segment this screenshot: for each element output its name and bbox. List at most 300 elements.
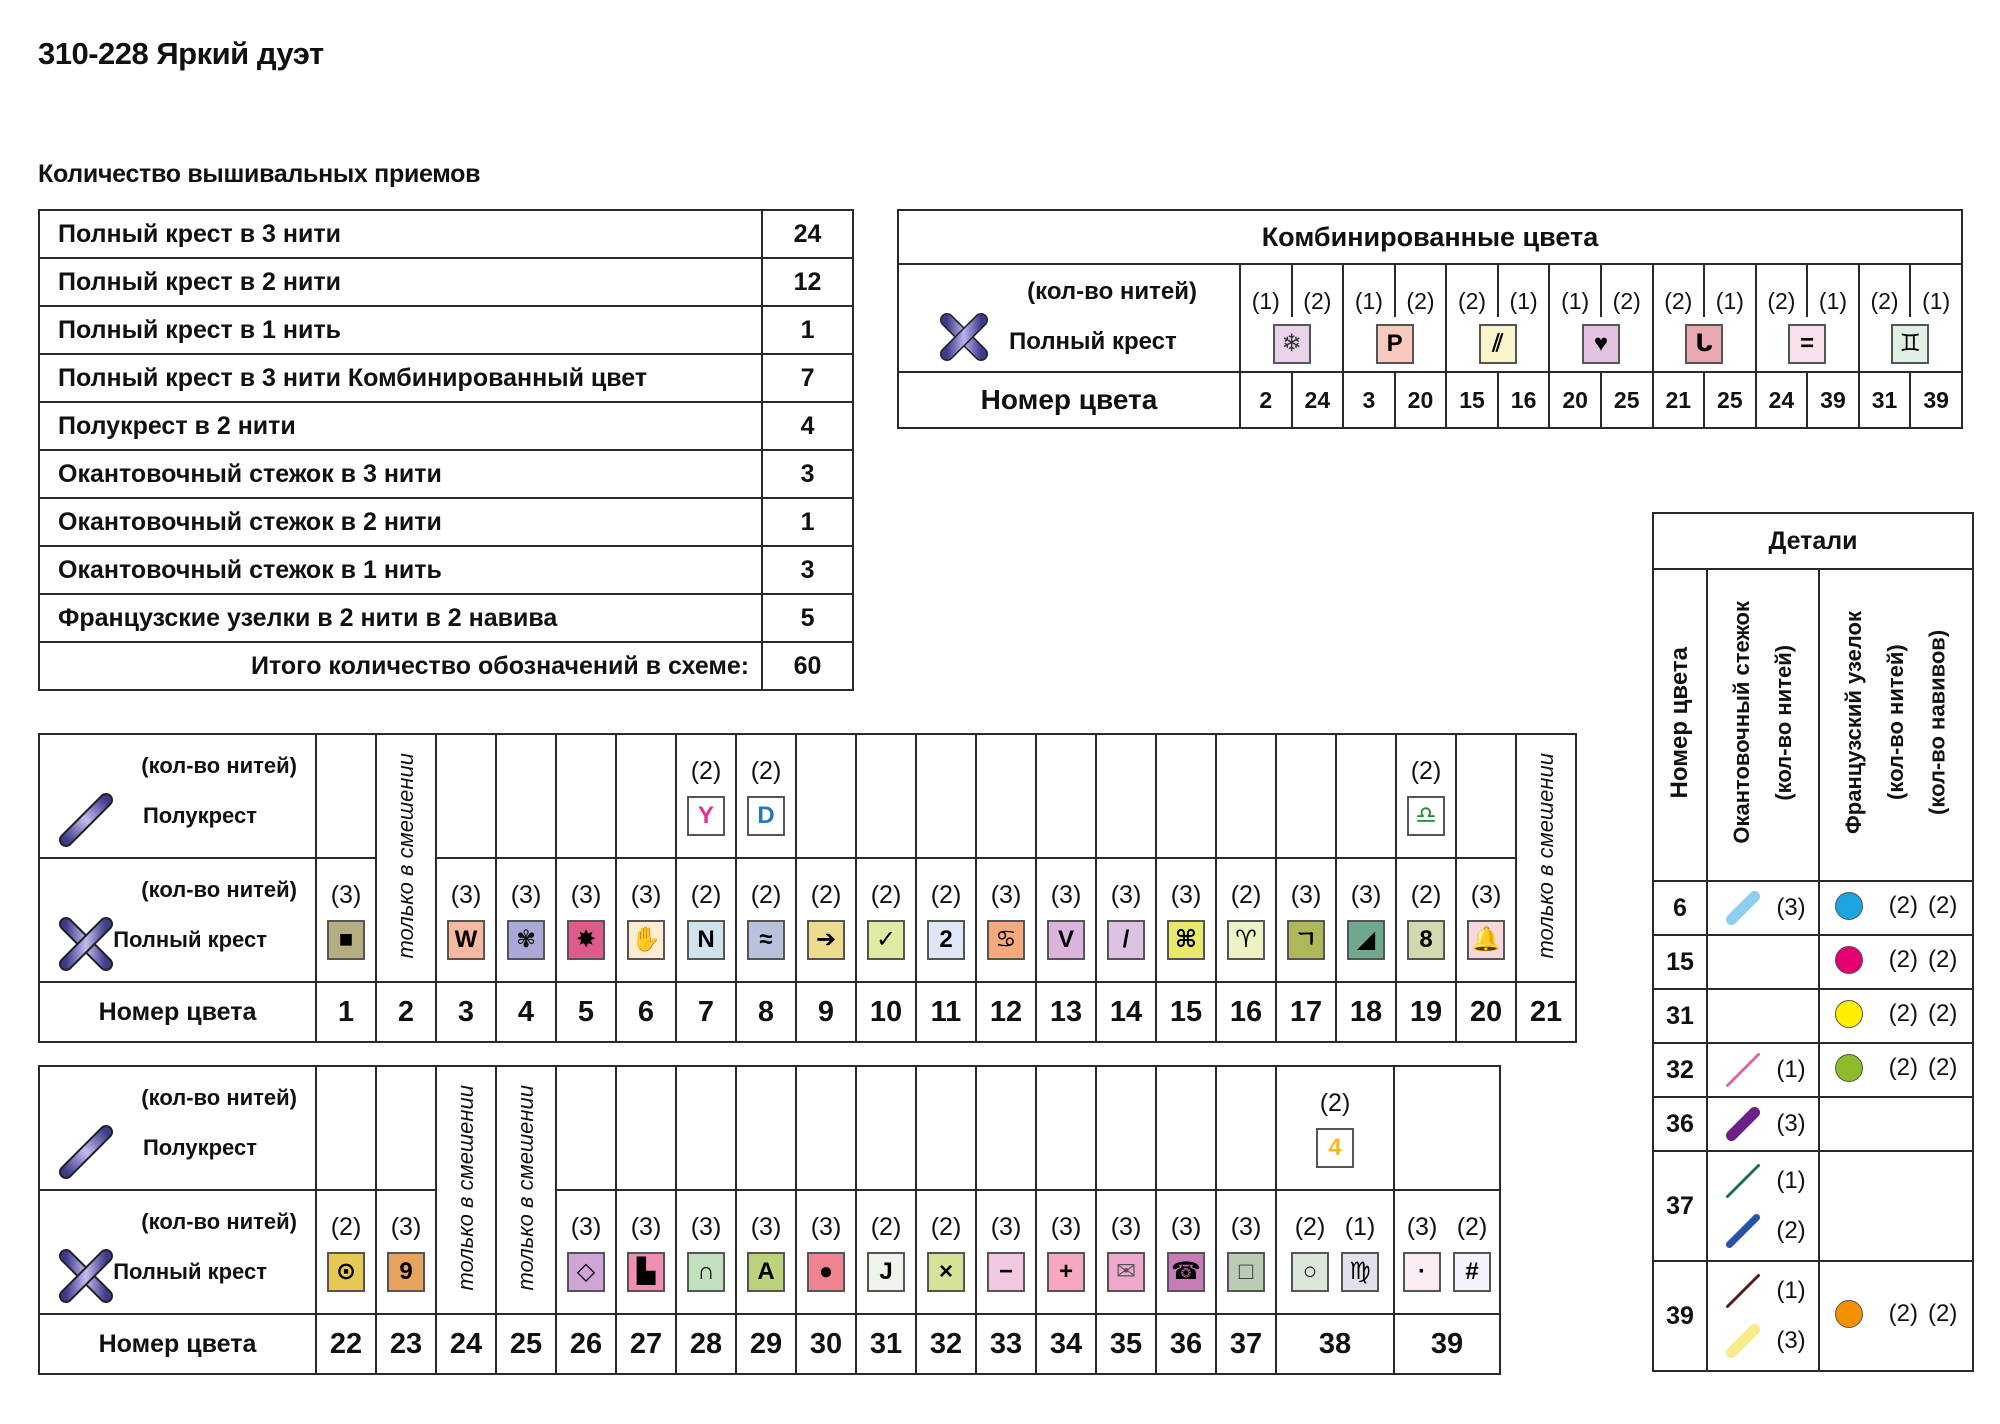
combo-color-number: 20 [1549,372,1601,428]
full-cross-symbol: ⊙ [327,1252,365,1292]
backstitch-entry [1720,1268,1805,1314]
backstitch-entry [1720,1101,1805,1147]
full-cross-symbol: ▙ [627,1252,665,1292]
summary-row-value: 3 [762,546,853,594]
knot-wrap-count: (2) [1928,1053,1958,1081]
full-thread-count: (3) [1230,1212,1262,1241]
full-cross-entry [1107,1213,1145,1292]
full-cross-cell [916,858,976,982]
full-cross-entry [927,1213,965,1292]
full-cross-symbol: ✉ [1107,1252,1145,1292]
half-cross-cell [1276,1066,1394,1190]
combo-symbol: P [1376,324,1414,364]
full-cross-entry [987,1213,1025,1292]
french-knot-icon [1835,1300,1863,1328]
full-cross-symbol: + [1047,1252,1085,1292]
details-row [1653,1043,1973,1097]
full-cross-symbol: ⌘ [1167,920,1205,960]
french-knot-icon [1835,1054,1863,1082]
color-number: 27 [616,1314,676,1374]
mix-only-cell [436,1066,496,1314]
full-thread-count: (3) [630,1212,662,1241]
full-thread-count: (1) [1344,1212,1376,1241]
half-label-cell [39,734,316,858]
backstitch-line-icon [1720,1047,1766,1093]
summary-row-label: Окантовочный стежок в 3 нити [39,450,762,498]
color-number-label: Номер цвета [39,982,316,1042]
details-row [1653,1097,1973,1151]
full-cross-entry [1291,1213,1329,1292]
color-number: 21 [1516,982,1576,1042]
full-thread-count: (3) [630,880,662,909]
half-cross-cell [1216,1066,1276,1190]
full-thread-count: (2) [930,880,962,909]
mix-only-note: только в смешении [513,1084,538,1291]
color-number: 23 [376,1314,436,1374]
summary-row [39,450,853,498]
half-cross-symbol: 4 [1316,1128,1354,1168]
details-color-number: 36 [1653,1097,1707,1151]
full-cross-cell [976,1190,1036,1314]
backstitch-thread-count: (1) [1776,1277,1806,1304]
details-color-number: 15 [1653,935,1707,989]
combo-symbol: ᒐ [1685,324,1723,364]
details-row [1653,881,1973,935]
knot-entry [1835,1054,1958,1082]
full-cross-cell [1216,858,1276,982]
summary-row-value: 5 [762,594,853,642]
half-cross-cell [376,1066,436,1190]
half-cross-cell [1096,1066,1156,1190]
summary-row-label: Французские узелки в 2 нити в 2 навива [39,594,762,642]
full-thread-count: (3) [750,1212,782,1241]
full-thread-count: (3) [390,1212,422,1241]
backstitch-entry [1720,1047,1805,1093]
half-cross-cell [796,734,856,858]
color-number: 17 [1276,982,1336,1042]
summary-row [39,546,853,594]
full-cross-entry [1341,1213,1379,1292]
knot-thread-count: (2) [1888,891,1918,919]
half-cross-cell [1456,734,1516,858]
half-label-cell [39,1066,316,1190]
half-cross-cell [1036,734,1096,858]
summary-row-label: Окантовочный стежок в 1 нить [39,546,762,594]
half-thread-count: (2) [690,756,722,785]
full-thread-count: (2) [930,1212,962,1241]
combo-symbol-cell [1756,317,1859,372]
combo-thread-count: (1) [1240,264,1292,317]
full-cross-group [1157,1213,1215,1292]
full-cross-cell [1276,1190,1394,1314]
full-cross-symbol: / [1107,920,1145,960]
combined-colors-heading: Комбинированные цвета [898,210,1962,264]
full-cross-entry [1047,1213,1085,1292]
combo-color-number: 2 [1240,372,1292,428]
combo-symbol-cell [1343,317,1446,372]
full-cross-group [917,1213,975,1292]
combo-symbol-cell [1653,317,1756,372]
color-number: 29 [736,1314,796,1374]
full-cross-cell [856,1190,916,1314]
half-cross-cell [856,1066,916,1190]
full-thread-count: (2) [690,880,722,909]
full-cross-group [617,1213,675,1292]
full-cross-cell [1216,1190,1276,1314]
thread-count-label: (кол-во нитей) [141,753,297,778]
full-cross-group [377,1213,435,1292]
full-cross-cell [1394,1190,1500,1314]
color-number: 26 [556,1314,616,1374]
full-cross-group [977,1213,1035,1292]
full-label: Полный крест [113,927,267,952]
summary-row-label: Окантовочный стежок в 2 нити [39,498,762,546]
french-knot-icon [1835,946,1863,974]
half-cross-cell [676,1066,736,1190]
full-cross-symbol: A [747,1252,785,1292]
backstitch-line-icon [1720,885,1766,931]
details-col-color-number-text: Номер цвета [1666,646,1694,799]
combo-thread-count: (2) [1653,264,1705,317]
details-color-number: 32 [1653,1043,1707,1097]
full-cross-symbol: ♍ [1341,1252,1379,1292]
color-number: 34 [1036,1314,1096,1374]
half-cross-cell [676,734,736,858]
color-number: 4 [496,982,556,1042]
backstitch-thread-count: (3) [1776,1110,1806,1137]
full-cross-cell [1036,858,1096,982]
full-thread-count: (3) [450,880,482,909]
summary-row [39,306,853,354]
details-color-number: 31 [1653,989,1707,1043]
half-cross-cell [736,734,796,858]
half-thread-count: (2) [1319,1088,1351,1117]
details-color-number: 39 [1653,1261,1707,1371]
summary-row [39,354,853,402]
full-cross-icon [939,312,989,367]
combo-color-number: 25 [1704,372,1756,428]
full-label: Полный крест [113,1259,267,1284]
full-label-cell [39,1190,316,1314]
full-cross-symbol: ≈ [747,920,785,960]
combo-thread-count: (1) [1343,264,1395,317]
backstitch-thread-count: (2) [1776,1217,1806,1244]
knot-wrap-count: (2) [1928,999,1958,1027]
half-cross-cell [436,734,496,858]
summary-row-value: 3 [762,450,853,498]
knot-entry [1835,1300,1958,1328]
full-cross-cell [1276,858,1336,982]
summary-row [39,402,853,450]
full-cross-symbol: 8 [1407,920,1445,960]
half-cross-cell [1036,1066,1096,1190]
details-knot-cell [1819,1151,1973,1261]
half-cross-cell [316,734,376,858]
summary-heading: Количество вышивальных приемов [38,160,481,188]
details-knot-cell [1819,1261,1973,1371]
summary-row-label: Полный крест в 3 нити Комбинированный цвет [39,354,762,402]
full-cross-group [677,1213,735,1292]
full-cross-cell [556,1190,616,1314]
knot-thread-count: (2) [1888,1299,1918,1327]
full-cross-cell [1456,858,1516,982]
half-cross-cell [616,1066,676,1190]
full-cross-cell [1036,1190,1096,1314]
full-cross-symbol: ㄱ [1287,920,1325,960]
full-cross-cell [736,1190,796,1314]
mix-only-note: только в смешении [1533,752,1558,959]
combo-thread-count: (2) [1756,264,1808,317]
half-cross-cell [976,734,1036,858]
mix-only-note: только в смешении [393,752,418,959]
details-col-color-number [1653,569,1707,881]
details-backstitch-cell [1707,1097,1819,1151]
combo-thread-count: (1) [1910,264,1962,317]
half-cross-cell [916,734,976,858]
combo-symbol-cell [1549,317,1652,372]
knot-wrap-count: (2) [1928,891,1958,919]
half-cross-cell [736,1066,796,1190]
full-cross-group [737,1213,795,1292]
full-cross-symbol: 2 [927,920,965,960]
full-thread-count: (3) [1350,880,1382,909]
full-cross-symbol: − [987,1252,1025,1292]
color-number: 30 [796,1314,856,1374]
details-col-knot [1819,569,1973,881]
color-key-table-2 [38,1065,1501,1375]
combo-thread-count: (1) [1807,264,1859,317]
full-cross-cell [916,1190,976,1314]
combo-color-number: 16 [1498,372,1550,428]
full-cross-symbol: ✋ [627,920,665,960]
full-cross-icon [56,1246,116,1311]
summary-row-value: 4 [762,402,853,450]
combo-thread-count: (1) [1498,264,1550,317]
full-cross-symbol: N [687,920,725,960]
summary-row-value: 1 [762,306,853,354]
combo-thread-count: (1) [1704,264,1756,317]
full-cross-symbol: ◢ [1347,920,1385,960]
color-number: 25 [496,1314,556,1374]
full-thread-count: (3) [570,1212,602,1241]
half-thread-count: (2) [1410,756,1442,785]
mix-only-note: только в смешении [453,1084,478,1291]
details-backstitch-cell [1707,1043,1819,1097]
color-number: 31 [856,1314,916,1374]
full-thread-count: (2) [1456,1212,1488,1241]
half-cross-cell [616,734,676,858]
full-cross-label: Полный крест [1009,328,1177,355]
color-number: 13 [1036,982,1096,1042]
color-number: 28 [676,1314,736,1374]
color-number: 18 [1336,982,1396,1042]
color-number: 19 [1396,982,1456,1042]
knot-entry [1835,1000,1958,1028]
stitch-count-table [38,209,854,691]
full-cross-cell [676,1190,736,1314]
full-cross-symbol: ➔ [807,920,845,960]
full-cross-entry [567,1213,605,1292]
combo-symbol: ⫽ [1479,324,1517,364]
half-cross-symbol: ♎ [1407,796,1445,836]
half-label: Полукрест [142,803,257,828]
full-cross-cell [736,858,796,982]
summary-row-label: Полный крест в 3 нити [39,210,762,258]
color-number: 38 [1276,1314,1394,1374]
half-cross-cell [1394,1066,1500,1190]
backstitch-thread-count: (1) [1776,1056,1806,1083]
combo-thread-count: (2) [1446,264,1498,317]
backstitch-entry [1720,885,1805,931]
summary-total-row [39,642,853,690]
combo-symbol: ❄ [1273,324,1311,364]
full-thread-count: (2) [870,880,902,909]
combo-color-number: 24 [1292,372,1344,428]
full-cross-symbol: J [867,1252,905,1292]
half-cross-cell [1156,734,1216,858]
backstitch-entry [1720,1158,1805,1204]
full-cross-cell [496,858,556,982]
full-thread-count: (3) [330,880,362,909]
color-number: 8 [736,982,796,1042]
color-number: 11 [916,982,976,1042]
full-cross-group [1277,1213,1393,1292]
full-cross-cell [1156,858,1216,982]
summary-row-label: Полный крест в 2 нити [39,258,762,306]
full-thread-count: (3) [990,880,1022,909]
thread-count-label: (кол-во нитей) [141,1209,297,1234]
details-knot-cell [1819,1043,1973,1097]
summary-row-value: 24 [762,210,853,258]
full-thread-count: (3) [1170,1212,1202,1241]
color-number-label: Номер цвета [39,1314,316,1374]
full-cross-entry [1227,1213,1265,1292]
full-thread-count: (3) [1110,880,1142,909]
summary-row-value: 12 [762,258,853,306]
full-cross-entry [1453,1213,1491,1292]
details-backstitch-cell [1707,1151,1819,1261]
summary-total-label: Итого количество обозначений в схеме: [39,642,762,690]
full-thread-count: (3) [1406,1212,1438,1241]
half-cross-cell [796,1066,856,1190]
half-cross-cell [916,1066,976,1190]
full-cross-cell [376,1190,436,1314]
mix-only-cell [1516,734,1576,982]
color-number: 36 [1156,1314,1216,1374]
full-cross-cell [796,1190,856,1314]
combo-thread-count: (1) [1549,264,1601,317]
knot-thread-count: (2) [1888,1053,1918,1081]
details-backstitch-cell [1707,935,1819,989]
summary-row-value: 1 [762,498,853,546]
full-cross-symbol: ✓ [867,920,905,960]
summary-row [39,594,853,642]
combo-symbol-cell [1240,317,1343,372]
half-cross-cell [856,734,916,858]
full-cross-symbol: □ [1227,1252,1265,1292]
backstitch-line-icon [1720,1158,1766,1204]
color-number: 22 [316,1314,376,1374]
full-thread-count: (3) [810,1212,842,1241]
half-cross-icon [56,1122,116,1187]
half-cross-cell [1156,1066,1216,1190]
color-number: 24 [436,1314,496,1374]
details-backstitch-cell [1707,989,1819,1043]
full-thread-count: (3) [1050,1212,1082,1241]
full-cross-symbol: ☎ [1167,1252,1205,1292]
details-knot-cell [1819,989,1973,1043]
summary-row [39,258,853,306]
full-thread-count: (2) [330,1212,362,1241]
combined-colors-table [897,209,1963,429]
full-cross-entry [747,1213,785,1292]
color-number: 10 [856,982,916,1042]
full-thread-count: (3) [990,1212,1022,1241]
full-cross-symbol: # [1453,1252,1491,1292]
details-knot-cell [1819,1097,1973,1151]
half-thread-count: (2) [750,756,782,785]
full-cross-cell [856,858,916,982]
backstitch-thread-count: (3) [1776,894,1806,921]
combo-thread-count: (2) [1601,264,1653,317]
color-number: 7 [676,982,736,1042]
french-knot-icon [1835,1000,1863,1028]
half-cross-cell [1336,734,1396,858]
full-thread-count: (3) [690,1212,722,1241]
combo-color-number: 39 [1807,372,1859,428]
half-cross-icon [56,790,116,855]
full-thread-count: (3) [1290,880,1322,909]
color-number-label: Номер цвета [898,372,1240,428]
full-thread-count: (3) [570,880,602,909]
summary-row-label: Полный крест в 1 нить [39,306,762,354]
full-cross-symbol: ■ [327,920,365,960]
full-cross-symbol: ✸ [567,920,605,960]
combo-symbol: ♊ [1891,324,1929,364]
details-row [1653,1261,1973,1371]
details-heading: Детали [1653,513,1973,569]
color-number: 35 [1096,1314,1156,1374]
color-number: 12 [976,982,1036,1042]
full-cross-group [797,1213,855,1292]
half-cross-cell [556,734,616,858]
full-thread-count: (3) [510,880,542,909]
full-thread-count: (2) [870,1212,902,1241]
full-cross-symbol: ● [807,1252,845,1292]
summary-total-value: 60 [762,642,853,690]
details-row [1653,935,1973,989]
thread-count-label: (кол-во нитей) [1027,278,1197,305]
thread-count-label: (кол-во нитей) [141,877,297,902]
full-cross-group [1395,1213,1499,1292]
full-cross-entry [807,1213,845,1292]
details-backstitch-cell [1707,881,1819,935]
full-cross-cell [796,858,856,982]
full-cross-symbol: ○ [1291,1252,1329,1292]
combo-symbol-cell [1859,317,1962,372]
details-table [1652,512,1974,1372]
color-number: 14 [1096,982,1156,1042]
backstitch-line-icon [1720,1268,1766,1314]
combo-color-number: 15 [1446,372,1498,428]
full-cross-cell [1156,1190,1216,1314]
half-cross-cell [1216,734,1276,858]
color-number: 15 [1156,982,1216,1042]
full-cross-group [1217,1213,1275,1292]
full-cross-cell [1096,1190,1156,1314]
full-cross-entry [627,1213,665,1292]
knot-thread-count: (2) [1888,945,1918,973]
